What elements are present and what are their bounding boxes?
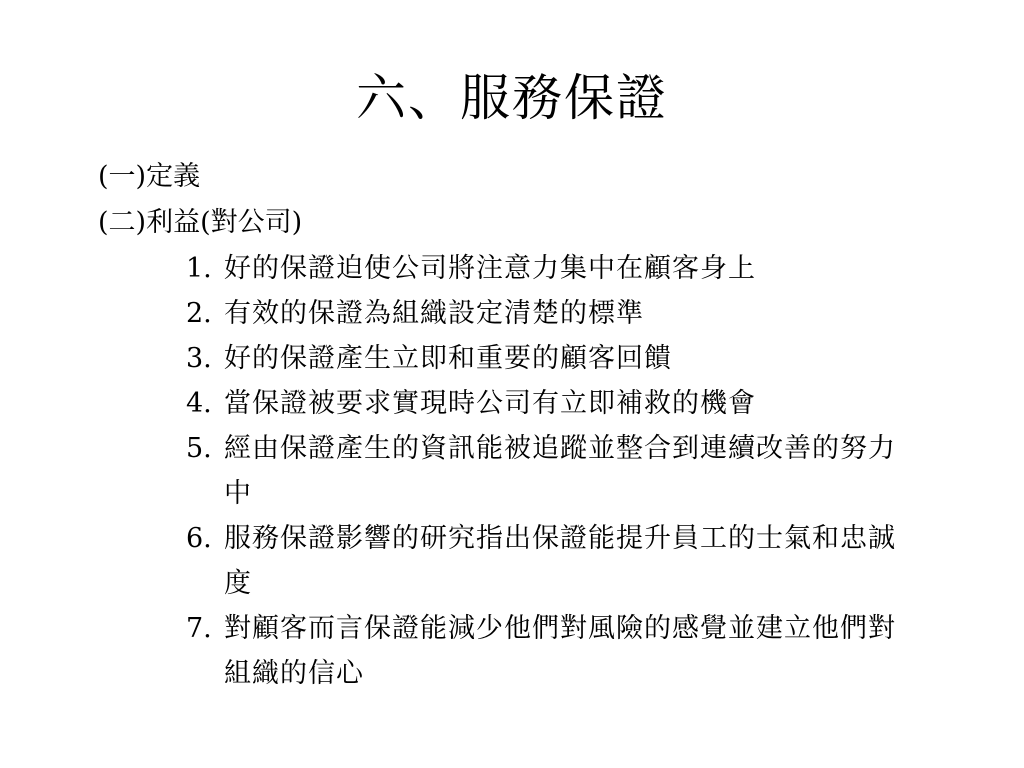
section-definition: (一)定義 <box>98 161 201 192</box>
slide-title: 六、服務保證 <box>356 69 668 127</box>
benefit-list <box>186 246 958 696</box>
item-text: 對顧客而言保證能減少他們對風險的感覺並建立他們對組織的信心 <box>224 613 896 689</box>
benefit-item-7 <box>186 606 958 696</box>
item-number: 5. <box>186 433 212 464</box>
item-text: 當保證被要求實現時公司有立即補救的機會 <box>224 388 756 419</box>
benefit-item-3 <box>186 336 958 381</box>
item-number: 6. <box>186 523 212 554</box>
item-text: 經由保證產生的資訊能被追蹤並整合到連續改善的努力中 <box>224 433 896 509</box>
item-text: 好的保證產生立即和重要的顧客回饋 <box>224 343 672 374</box>
item-number: 7. <box>186 613 212 644</box>
item-text: 服務保證影響的研究指出保證能提升員工的士氣和忠誠度 <box>224 523 896 599</box>
section-benefits: (二)利益(對公司) <box>98 207 303 238</box>
item-text: 好的保證迫使公司將注意力集中在顧客身上 <box>224 253 756 284</box>
benefit-item-5 <box>186 426 958 516</box>
item-number: 1. <box>186 253 212 284</box>
benefit-item-6 <box>186 516 958 606</box>
benefit-item-1 <box>186 246 958 291</box>
benefit-item-2 <box>186 291 958 336</box>
item-number: 2. <box>186 298 212 329</box>
item-number: 4. <box>186 388 212 419</box>
item-number: 3. <box>186 343 212 374</box>
slide-content <box>98 154 958 696</box>
item-text: 有效的保證為組織設定清楚的標準 <box>224 298 644 329</box>
benefit-item-4 <box>186 381 958 426</box>
